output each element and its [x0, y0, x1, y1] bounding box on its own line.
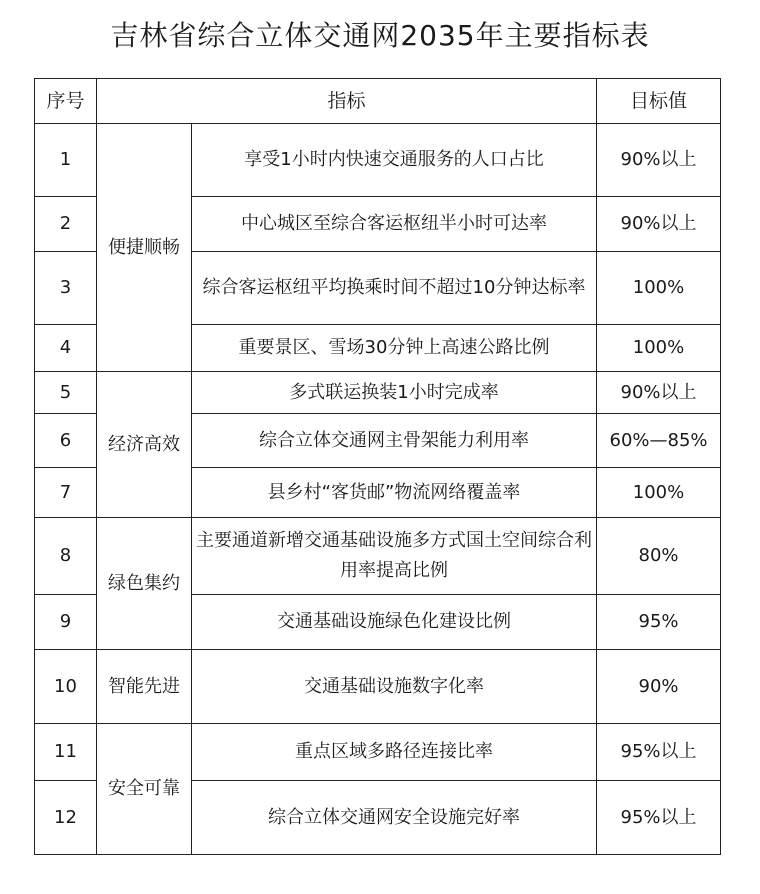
row-indicator: 综合立体交通网安全设施完好率	[192, 781, 597, 855]
row-indicator: 交通基础设施数字化率	[192, 650, 597, 724]
page-title: 吉林省综合立体交通网2035年主要指标表	[110, 19, 650, 52]
row-seq: 2	[35, 197, 97, 252]
table-row	[35, 518, 721, 595]
row-target: 90%以上	[597, 372, 721, 414]
row-target: 95%以上	[597, 781, 721, 855]
category-cell: 便捷顺畅	[97, 124, 192, 372]
row-target: 100%	[597, 325, 721, 372]
row-seq: 11	[35, 724, 97, 781]
table-row	[35, 724, 721, 781]
row-target: 90%以上	[597, 197, 721, 252]
header-indicator: 指标	[97, 79, 597, 124]
row-seq: 5	[35, 372, 97, 414]
row-target: 90%	[597, 650, 721, 724]
row-seq: 7	[35, 468, 97, 518]
row-indicator: 重点区域多路径连接比率	[192, 724, 597, 781]
indicator-table	[34, 78, 721, 855]
row-seq: 3	[35, 252, 97, 325]
row-seq: 9	[35, 595, 97, 650]
row-seq: 1	[35, 124, 97, 197]
row-seq: 12	[35, 781, 97, 855]
row-seq: 6	[35, 414, 97, 468]
row-indicator: 综合立体交通网主骨架能力利用率	[192, 414, 597, 468]
table-row	[35, 124, 721, 197]
category-cell: 智能先进	[97, 650, 192, 724]
header-seq: 序号	[35, 79, 97, 124]
row-seq: 10	[35, 650, 97, 724]
table-row	[35, 372, 721, 414]
row-indicator: 中心城区至综合客运枢纽半小时可达率	[192, 197, 597, 252]
row-target: 80%	[597, 518, 721, 595]
row-target: 95%以上	[597, 724, 721, 781]
row-indicator: 享受1小时内快速交通服务的人口占比	[192, 124, 597, 197]
row-seq: 8	[35, 518, 97, 595]
row-target: 100%	[597, 468, 721, 518]
row-indicator: 交通基础设施绿色化建设比例	[192, 595, 597, 650]
row-target: 95%	[597, 595, 721, 650]
row-target: 60%—85%	[597, 414, 721, 468]
row-indicator: 重要景区、雪场30分钟上高速公路比例	[192, 325, 597, 372]
row-indicator: 多式联运换装1小时完成率	[192, 372, 597, 414]
table-header-row	[35, 79, 721, 124]
table-row	[35, 650, 721, 724]
row-indicator: 县乡村“客货邮”物流网络覆盖率	[192, 468, 597, 518]
row-seq: 4	[35, 325, 97, 372]
category-cell: 安全可靠	[97, 724, 192, 855]
category-cell: 经济高效	[97, 372, 192, 518]
row-target: 100%	[597, 252, 721, 325]
header-target: 目标值	[597, 79, 721, 124]
row-indicator: 综合客运枢纽平均换乘时间不超过10分钟达标率	[192, 252, 597, 325]
category-cell: 绿色集约	[97, 518, 192, 650]
row-indicator: 主要通道新增交通基础设施多方式国土空间综合利用率提高比例	[192, 518, 597, 595]
row-target: 90%以上	[597, 124, 721, 197]
